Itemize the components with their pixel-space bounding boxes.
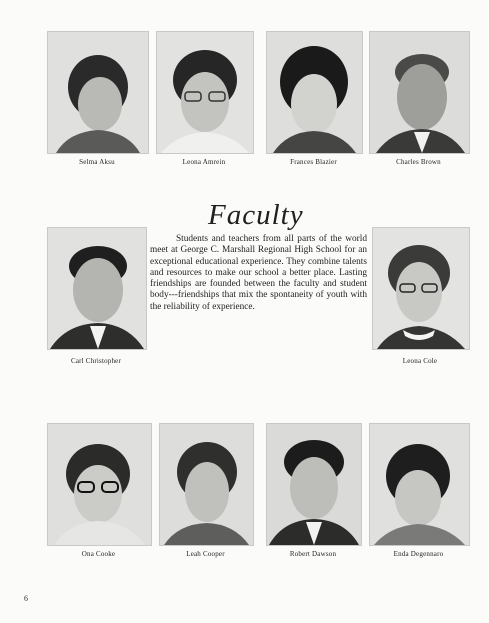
portrait-image <box>48 32 148 153</box>
portrait-image <box>370 424 469 545</box>
portrait-photo <box>159 423 254 546</box>
portrait-photo <box>47 31 149 154</box>
portrait-caption: Charles Brown <box>396 158 441 166</box>
portrait-photo <box>47 423 152 546</box>
portrait-photo <box>47 227 147 350</box>
portrait-image <box>267 32 362 153</box>
portrait-image <box>160 424 253 545</box>
portrait-caption: Frances Blazier <box>290 158 337 166</box>
portrait-caption: Leah Cooper <box>186 550 225 558</box>
portrait-image <box>157 32 253 153</box>
portrait-photo <box>266 31 363 154</box>
portrait-image <box>48 424 151 545</box>
page-number: 6 <box>24 594 28 603</box>
portrait-image <box>48 228 146 349</box>
portrait-caption: Leona Cole <box>402 357 438 365</box>
portrait-caption: Leona Amrein <box>182 158 226 166</box>
portrait-image <box>373 228 469 349</box>
portrait-photo <box>372 227 470 350</box>
portrait-caption: Robert Dawson <box>289 550 337 558</box>
portrait-image <box>370 32 469 153</box>
intro-paragraph: Students and teachers from all parts of the world meet at George C. Marshall Regional High School for an exceptional educational experience. They combine talents and resources to make our school a better place. Lasting friendships are founded between the faculty and student body---friendships that mix the spontaneity of youth with the reliability of experience. <box>150 234 367 312</box>
portrait-caption: Ona Cooke <box>81 550 116 558</box>
portrait-caption: Enda Degennaro <box>393 550 444 558</box>
portrait-photo <box>369 423 470 546</box>
portrait-photo <box>369 31 470 154</box>
page-title: Faculty <box>208 199 304 231</box>
portrait-caption: Selma Aksu <box>79 158 115 166</box>
portrait-photo <box>156 31 254 154</box>
portrait-image <box>267 424 361 545</box>
portrait-caption: Carl Christopher <box>70 357 122 365</box>
portrait-photo <box>266 423 362 546</box>
